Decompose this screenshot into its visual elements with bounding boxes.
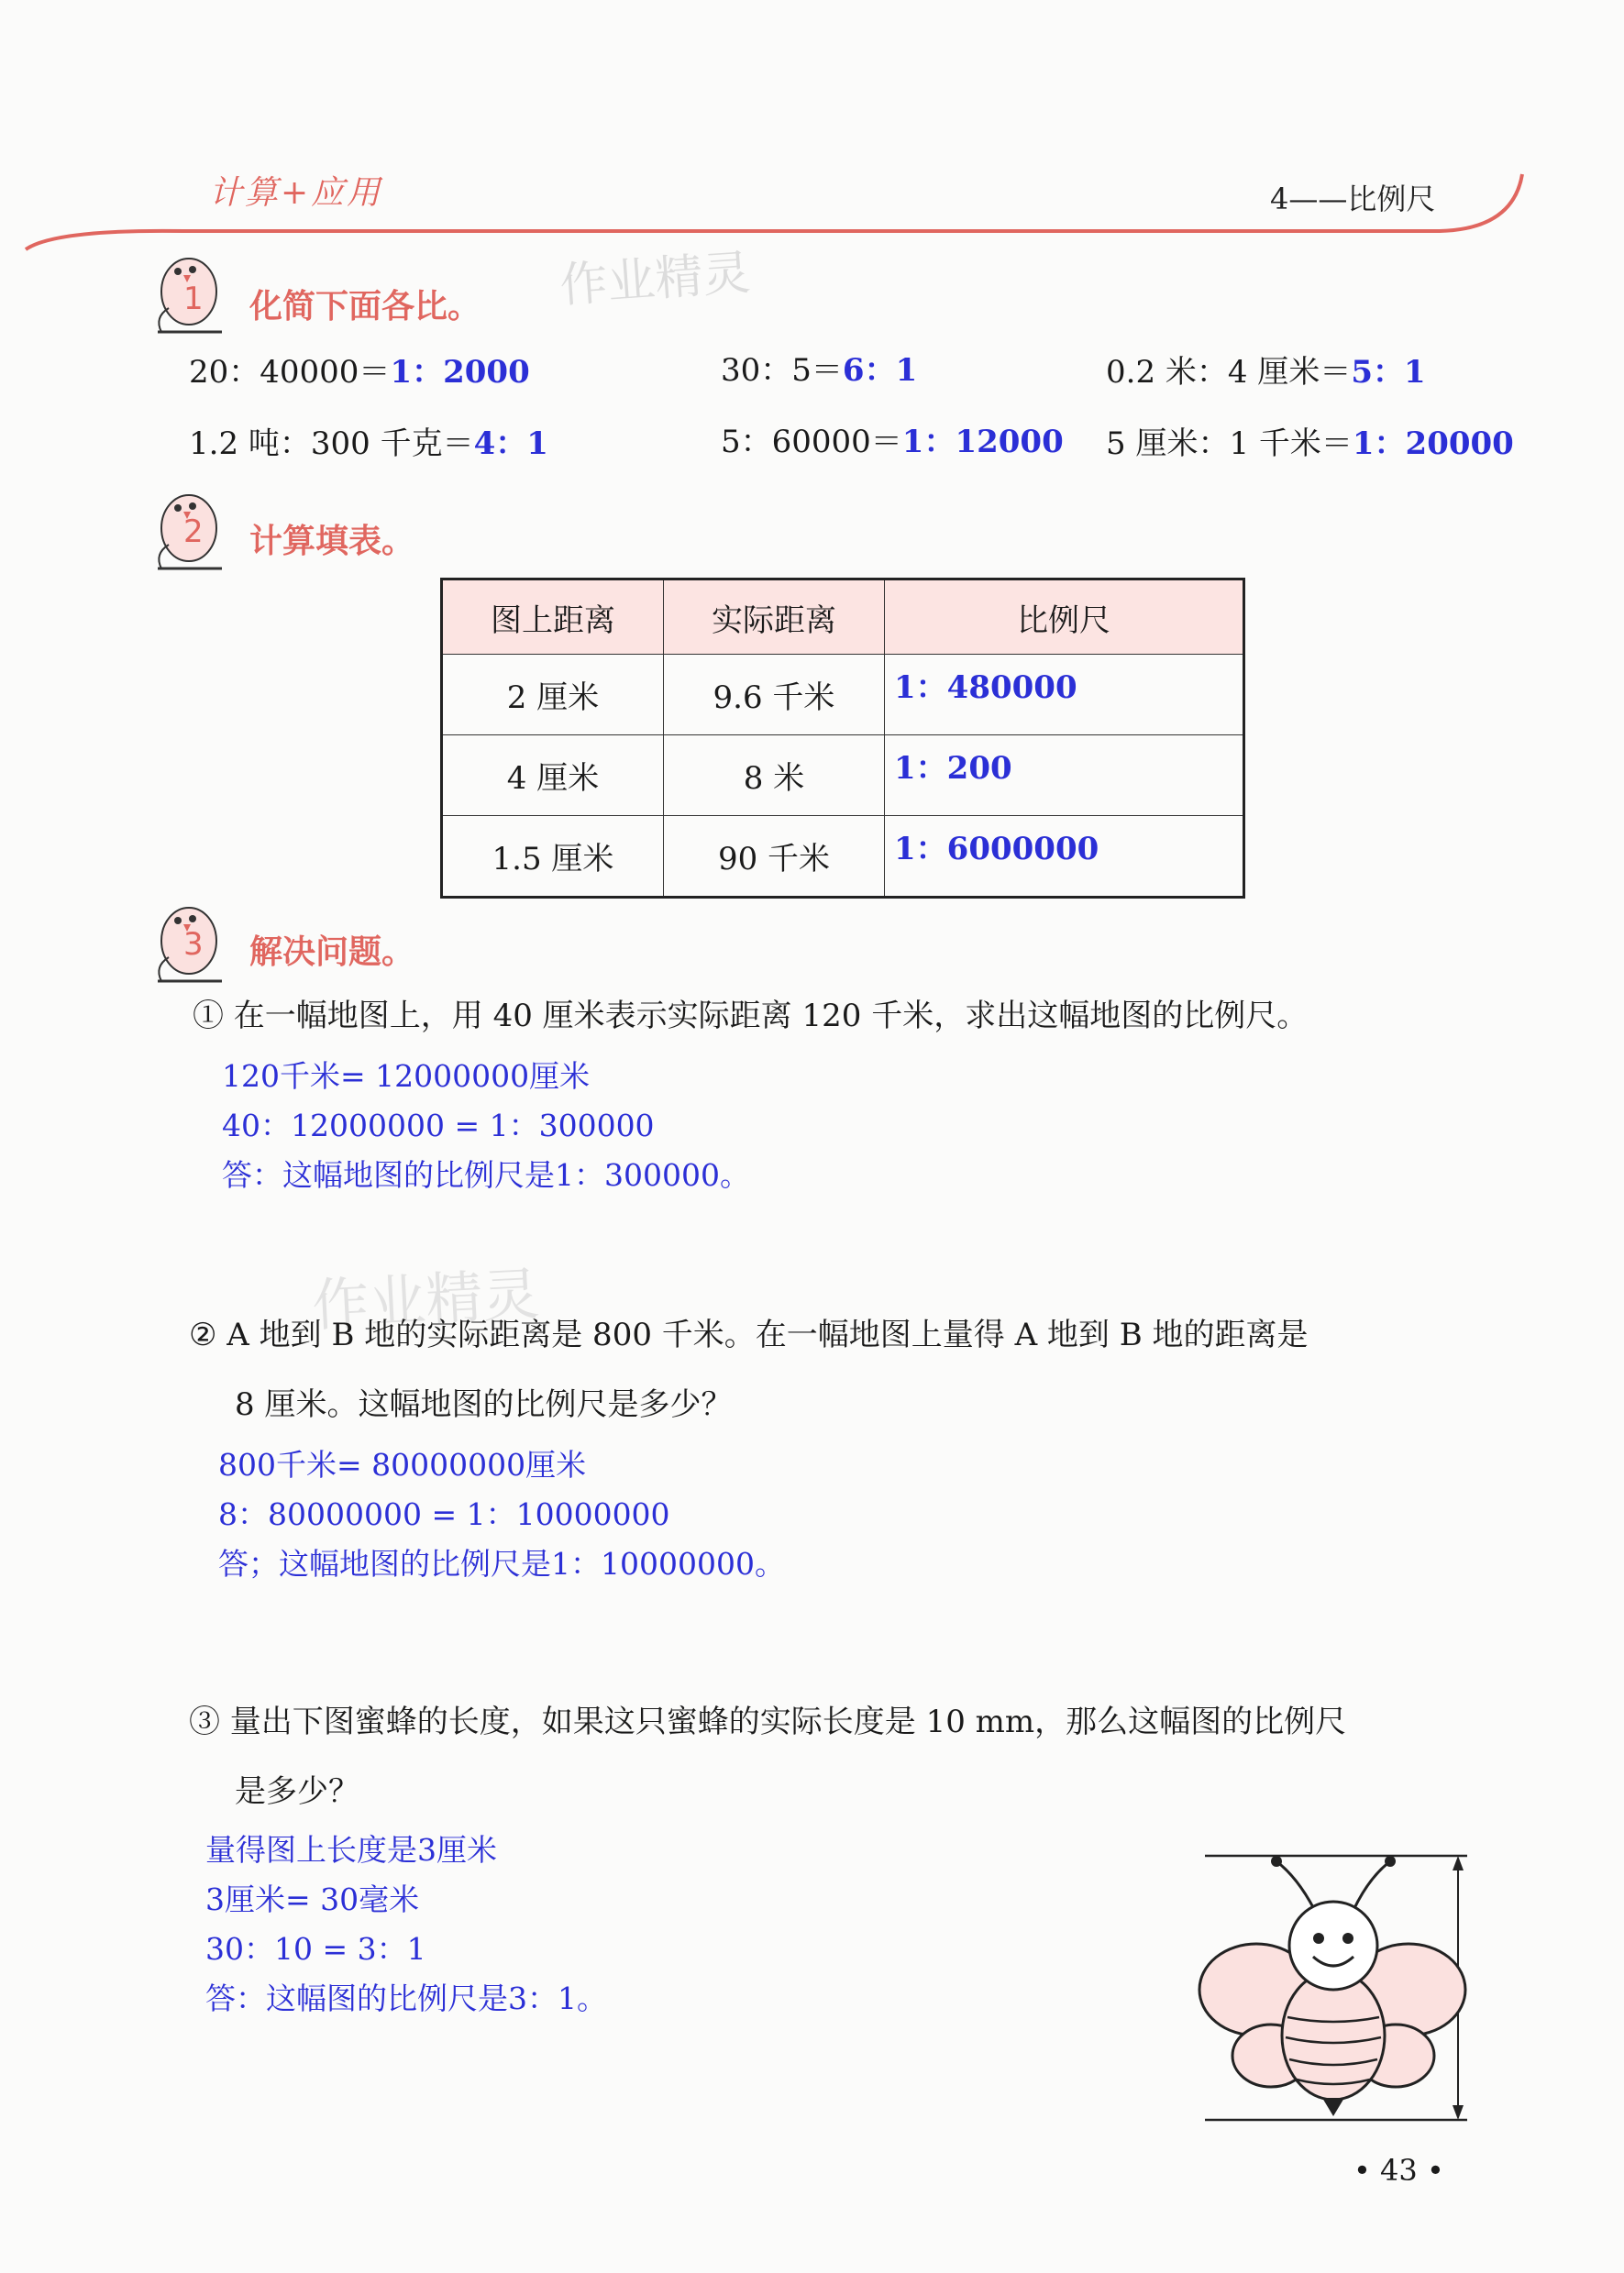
answer-cell: 1：480000: [885, 655, 1244, 735]
section-number: 2: [183, 513, 204, 550]
problem-question: ③ 量出下图蜜蜂的长度，如果这只蜜蜂的实际长度是 10 mm，那么这幅图的比例尺: [189, 1704, 1347, 1740]
answer-line: 30：10 = 3：1: [205, 1931, 426, 1967]
header-divider-line: [0, 0, 1624, 275]
answer-text: 1：2000: [390, 354, 530, 391]
table-row: [442, 655, 1244, 735]
problem-question: ① 在一幅地图上，用 40 厘米表示实际距离 120 千米，求出这幅地图的比例尺。: [193, 998, 1309, 1034]
table-cell: 90 千米: [664, 816, 885, 898]
table-row: [442, 735, 1244, 816]
section-title: 计算填表。: [249, 523, 415, 560]
answer-text: 1：12000: [901, 424, 1064, 460]
table-cell: 2 厘米: [442, 655, 664, 735]
answer-cell: 1：200: [885, 735, 1244, 816]
answer-line: 800千米= 80000000厘米: [218, 1447, 587, 1483]
table-header-row: [442, 579, 1244, 655]
table-cell: 8 米: [664, 735, 885, 816]
answer-line: 答：这幅地图的比例尺是1：300000。: [222, 1157, 750, 1193]
watermark: 作业精灵: [310, 1260, 542, 1340]
page-number: • 43 •: [1353, 2153, 1444, 2188]
ratio-item: 5 厘米：1 千米＝1：20000: [1106, 425, 1514, 462]
section-title: 解决问题。: [249, 933, 415, 971]
ratio-item: 30：5＝6：1: [721, 352, 918, 389]
scale-table: [440, 578, 1245, 899]
column-header: 比例尺: [885, 579, 1244, 655]
section-title: 化简下面各比。: [249, 288, 481, 326]
answer-text: 5：1: [1351, 354, 1426, 391]
answer-line: 40：12000000 = 1：300000: [222, 1108, 655, 1143]
problem-question: 8 厘米。这幅地图的比例尺是多少？: [235, 1386, 733, 1423]
problem-question: ② A 地到 B 地的实际距离是 800 千米。在一幅地图上量得 A 地到 B 地的距离是: [189, 1317, 1309, 1353]
ratio-item: 20：40000＝1：2000: [189, 354, 530, 391]
answer-line: 8：80000000 = 1：10000000: [218, 1496, 670, 1532]
header-category: 计算+应用: [209, 174, 383, 212]
answer-line: 量得图上长度是3厘米: [205, 1832, 497, 1868]
column-header: 图上距离: [442, 579, 664, 655]
section-number: 3: [183, 926, 204, 963]
table-row: [442, 816, 1244, 898]
answer-line: 3厘米= 30毫米: [205, 1881, 420, 1917]
answer-text: 1：20000: [1352, 425, 1514, 462]
bee-illustration: [1192, 1843, 1486, 2136]
answer-cell: 1：6000000: [885, 816, 1244, 898]
header-chapter: 4——比例尺: [1270, 182, 1436, 216]
answer-line: 120千米= 12000000厘米: [222, 1058, 591, 1094]
table-cell: 4 厘米: [442, 735, 664, 816]
answer-text: 6：1: [842, 352, 918, 389]
answer-line: 答；这幅地图的比例尺是1：10000000。: [218, 1546, 785, 1582]
answer-text: 4：1: [473, 425, 548, 462]
ratio-item: 0.2 米：4 厘米＝5：1: [1106, 354, 1426, 391]
problem-question: 是多少？: [235, 1773, 359, 1810]
ratio-item: 5：60000＝1：12000: [721, 424, 1064, 460]
table-cell: 9.6 千米: [664, 655, 885, 735]
section-number: 1: [183, 281, 204, 317]
column-header: 实际距离: [664, 579, 885, 655]
watermark: 作业精灵: [558, 245, 753, 314]
ratio-item: 1.2 吨：300 千克＝4：1: [189, 425, 548, 462]
table-cell: 1.5 厘米: [442, 816, 664, 898]
answer-line: 答：这幅图的比例尺是3：1。: [205, 1981, 607, 2016]
